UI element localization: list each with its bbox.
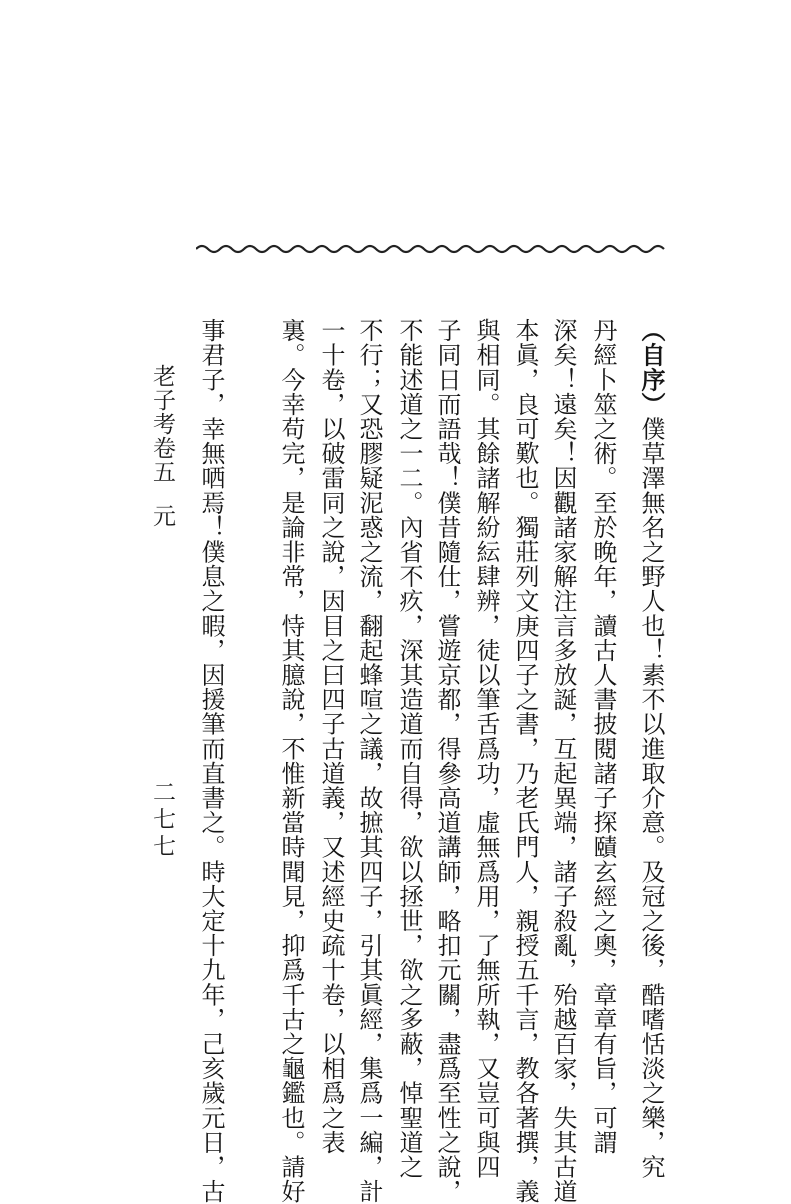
decorative-wave-rule [196,238,668,260]
running-title [147,364,177,528]
text-column-11 [196,318,226,1204]
book-title: 老子考卷五 [149,364,175,484]
column-text: 事君子，幸無哂焉！僕息之暇，因援筆而直書之。時大定十九年，己亥歲元日，古 [197,318,225,1204]
column-text: 一十卷，以破雷同之說，因目之曰四子古道義，又述經史疏十卷，以相爲之表 [317,318,345,1155]
column-text: 不行；又恐膠疑泥惑之流，翻起蜂喧之議，故摭其四子，引其眞經，集爲一編，計 [355,318,383,1204]
column-text: 僕草澤無名之野人也！素不以進取介意。及冠之後，酷嗜恬淡之樂，究 [637,416,665,1180]
text-column-2 [588,318,618,1154]
section-marker: 元 [149,504,175,528]
text-column-9 [316,318,346,1154]
text-column-10 [276,318,306,1204]
text-column-5 [471,318,501,1179]
column-text: 不能述道之一二。內省不疚，深其造道而自得，欲以拯世，欲之多蔽，悼聖道之 [395,318,423,1179]
preface-label: （自序） [637,318,666,417]
text-column-6 [432,318,462,1204]
text-column-3 [548,318,578,1204]
text-column-1 [636,318,666,1179]
column-text: 子同日而語哉！僕昔隨仕，嘗遊京都，得參高道講師，略扣元關，盡爲至性之說， [433,318,461,1204]
column-text: 本眞，良可歎也。獨莊列文庚四子之書，乃老氏門人，親授五千言，教各著撰，義 [511,318,539,1204]
column-text: 深矣！遠矣！因觀諸家解注言多放誕，互起異端，諸子殺亂，殆越百家，失其古道 [549,318,577,1204]
column-text: 裏。今幸苟完，是論非常，恃其臆說，不惟新當時聞見，抑爲千古之龜鑑也。請好 [277,318,305,1204]
text-column-7 [394,318,424,1179]
column-text: 丹經卜筮之術。至於晚年，讀古人書披閱諸子探賾玄經之奧，章章有旨，可謂 [589,318,617,1155]
text-column-4 [510,318,540,1204]
column-text: 與相同。其餘諸解紛紜肆辨，徒以筆舌爲功，虛無爲用，了無所執，又豈可與四 [472,318,500,1179]
page-number: 二七七 [149,780,175,861]
text-column-8 [354,318,384,1204]
